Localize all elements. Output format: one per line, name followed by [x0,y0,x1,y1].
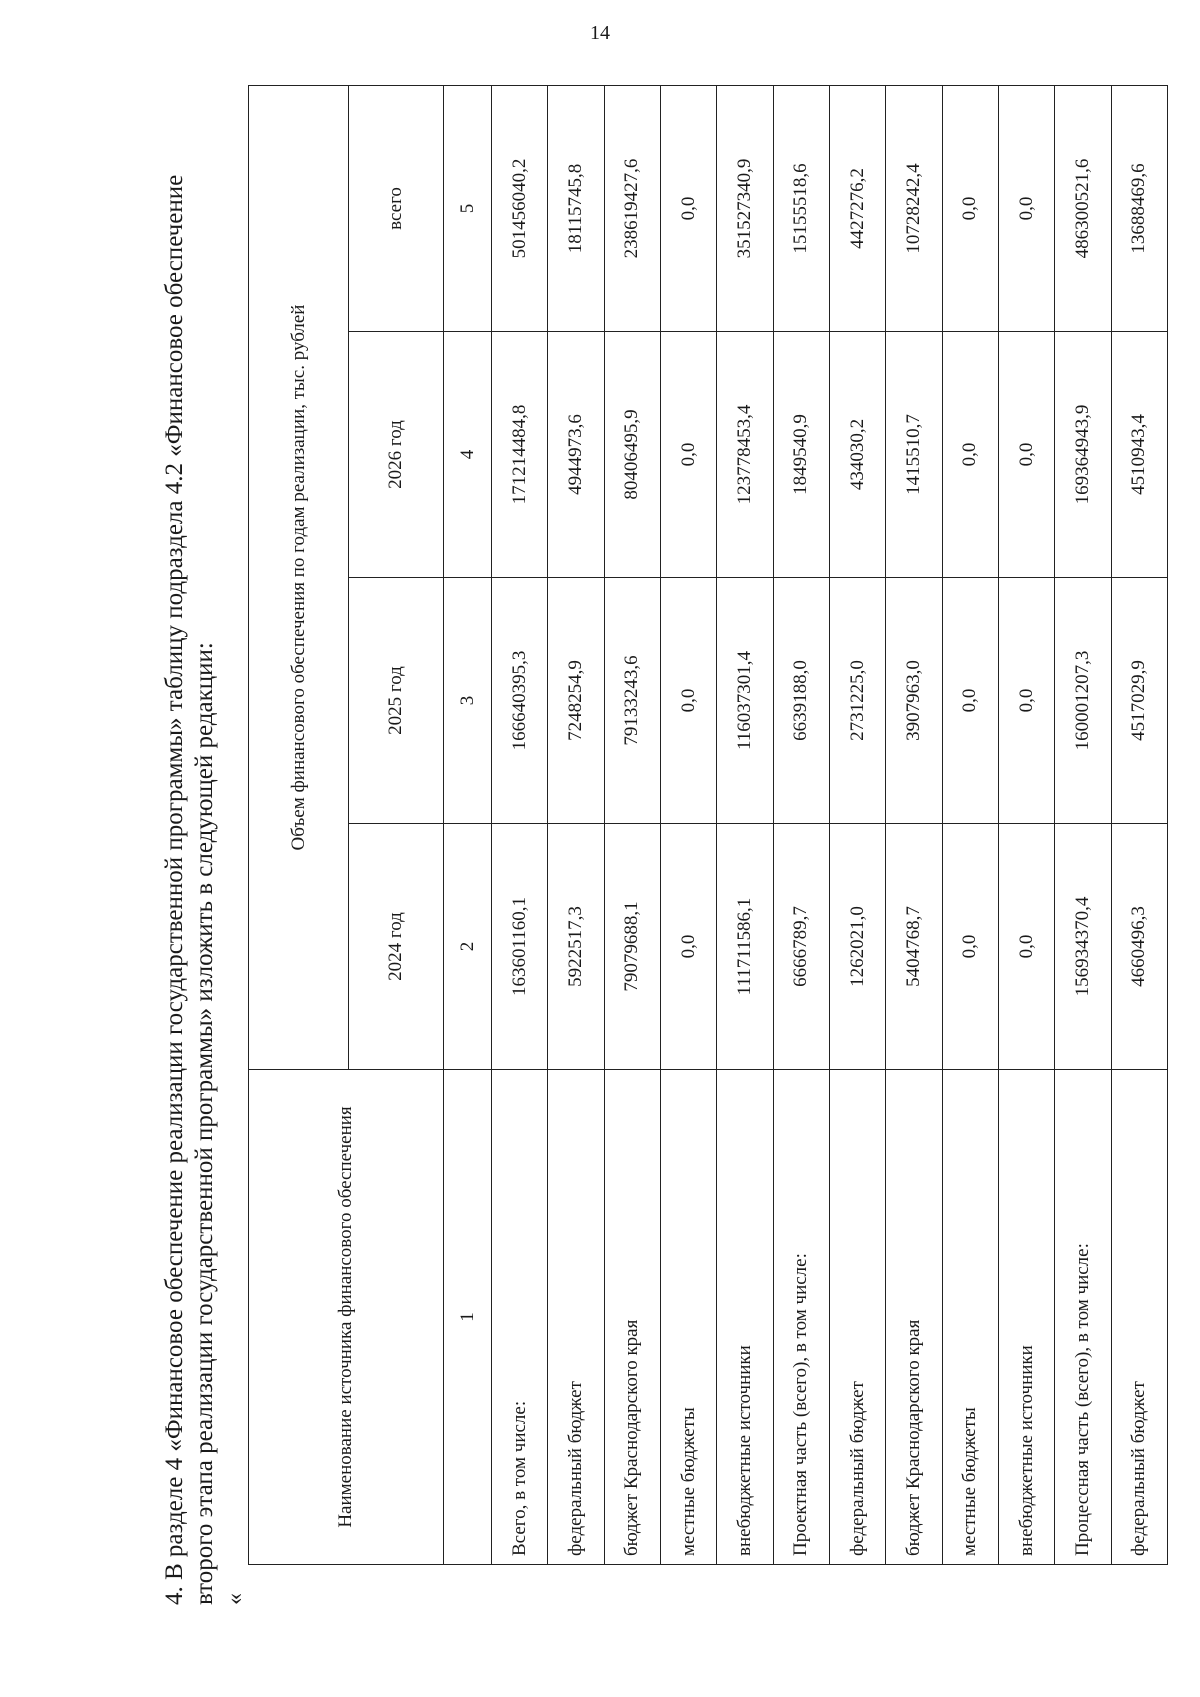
cell-value: 486300521,6 [1055,86,1111,332]
row-name: внебюджетные источники [998,1070,1054,1565]
row-name: бюджет Краснодарского края [604,1070,660,1565]
cell-value: 163601160,1 [492,824,548,1070]
cell-value: 123778453,4 [717,332,773,578]
cell-value: 4660496,3 [1111,824,1167,1070]
cell-value: 6666789,7 [773,824,829,1070]
row-name: местные бюджеты [942,1070,998,1565]
table-row [604,86,660,1565]
table-row [548,86,604,1565]
cell-value: 238619427,6 [604,86,660,332]
cell-value: 2731225,0 [829,578,885,824]
cell-value: 171214484,8 [492,332,548,578]
table-row [998,86,1054,1565]
table-row [829,86,885,1565]
cell-value: 18115745,8 [548,86,604,332]
cell-value: 7248254,9 [548,578,604,824]
intro-paragraph: 4. В разделе 4 «Финансовое обеспечение реализации государственной программы» таблицу подраздела 4.2 «Финансовое обеспечение второго этапа реализации государственной программы» изложить в следующей редакции: [161,174,218,1605]
cell-value: 169364943,9 [1055,332,1111,578]
row-name: Всего, в том числе: [492,1070,548,1565]
cell-value: 79133243,6 [604,578,660,824]
cell-value: 4510943,4 [1111,332,1167,578]
header-total: всего [349,86,444,332]
col-number: 3 [444,578,492,824]
cell-value: 4517029,9 [1111,578,1167,824]
cell-value: 0,0 [942,824,998,1070]
row-name: федеральный бюджет [829,1070,885,1565]
header-volume [249,86,349,1070]
cell-value: 5404768,7 [886,824,942,1070]
cell-value: 116037301,4 [717,578,773,824]
header-year-2024: 2024 год [349,824,444,1070]
cell-value: 80406495,9 [604,332,660,578]
cell-value: 0,0 [660,86,716,332]
cell-value: 0,0 [998,332,1054,578]
row-name: бюджет Краснодарского края [886,1070,942,1565]
row-name: федеральный бюджет [1111,1070,1167,1565]
table-row [886,86,942,1565]
col-number: 4 [444,332,492,578]
cell-value: 501456040,2 [492,86,548,332]
cell-value: 434030,2 [829,332,885,578]
rotated-content [160,85,1170,1605]
cell-value: 1849540,9 [773,332,829,578]
cell-value: 0,0 [942,86,998,332]
cell-value: 0,0 [942,578,998,824]
cell-value: 166640395,3 [492,578,548,824]
row-name: местные бюджеты [660,1070,716,1565]
cell-value: 10728242,4 [886,86,942,332]
row-name: внебюджетные источники [717,1070,773,1565]
table-row [660,86,716,1565]
cell-value: 1262021,0 [829,824,885,1070]
header-source: Наименование источника финансового обеспечения [249,1070,444,1565]
row-name: Процессная часть (всего), в том числе: [1055,1070,1111,1565]
table-row [717,86,773,1565]
page-number: 14 [590,22,610,44]
table-row [773,86,829,1565]
cell-value: 0,0 [660,824,716,1070]
row-name: федеральный бюджет [548,1070,604,1565]
cell-value: 15155518,6 [773,86,829,332]
table-row [942,86,998,1565]
row-name: Проектная часть (всего), в том числе: [773,1070,829,1565]
cell-value: 5922517,3 [548,824,604,1070]
cell-value: 3907963,0 [886,578,942,824]
cell-value: 111711586,1 [717,824,773,1070]
cell-value: 156934370,4 [1055,824,1111,1070]
cell-value: 0,0 [998,824,1054,1070]
opening-quote: « [222,1593,248,1605]
col-number: 5 [444,86,492,332]
cell-value: 351527340,9 [717,86,773,332]
cell-value: 160001207,3 [1055,578,1111,824]
cell-value: 13688469,6 [1111,86,1167,332]
cell-value: 0,0 [998,86,1054,332]
col-number: 2 [444,824,492,1070]
cell-value: 1415510,7 [886,332,942,578]
table-row [492,86,548,1565]
financing-table [248,85,1168,1565]
cell-value: 0,0 [942,332,998,578]
cell-value: 79079688,1 [604,824,660,1070]
table-row [1111,86,1167,1565]
col-number: 1 [444,1070,492,1565]
table-row [1055,86,1111,1565]
cell-value: 0,0 [660,578,716,824]
cell-value: 0,0 [660,332,716,578]
header-year-2025: 2025 год [349,578,444,824]
cell-value: 4427276,2 [829,86,885,332]
cell-value: 0,0 [998,578,1054,824]
cell-value: 4944973,6 [548,332,604,578]
header-volume-label: Объем финансового обеспечения по годам реализации, тыс. рублей [287,304,309,851]
cell-value: 6639188,0 [773,578,829,824]
header-year-2026: 2026 год [349,332,444,578]
